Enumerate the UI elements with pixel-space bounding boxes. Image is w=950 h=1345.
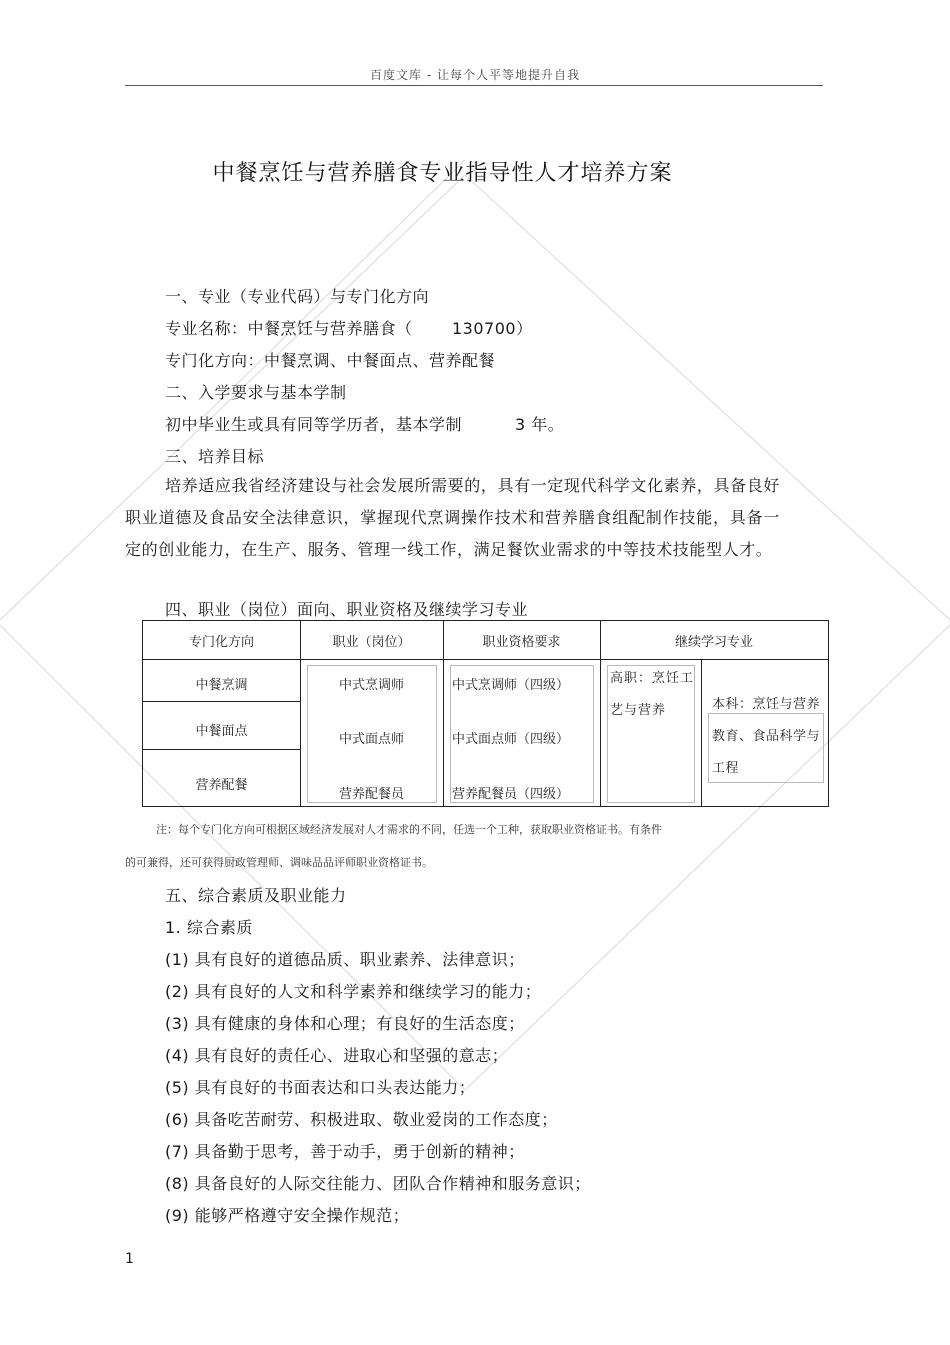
comprehensive-quality-heading: 1. 综合素质 — [165, 918, 253, 937]
list-item: (9) 能够严格遵守安全操作规范； — [165, 1206, 410, 1225]
career-table — [142, 620, 829, 807]
list-item: (1) 具有良好的道德品质、职业素养、法律意识； — [165, 950, 525, 969]
qualification-cell: 中式烹调师（四级） — [452, 678, 570, 693]
training-goal-paragraph: 培养适应我省经济建设与社会发展所需要的，具有一定现代科学文化素养，具备良好职业道德及食品安全法律意识，掌握现代烹调操作技术和营养膳食组配制作技能，具备一定的创业能力，在生产、服务、管理一线工作，满足餐饮业需求的中等技术技能型人才。 — [125, 476, 780, 559]
list-item: (4) 具有良好的责任心、进取心和坚强的意志； — [165, 1046, 509, 1065]
page-number: 1 — [125, 1251, 134, 1267]
section4-heading: 四、职业（岗位）面向、职业资格及继续学习专业 — [165, 600, 529, 619]
list-item: (6) 具备吃苦耐劳、积极进取、敬业爱岗的工作态度； — [165, 1110, 558, 1129]
header-rule — [125, 85, 823, 86]
header-qualification: 职业资格要求 — [482, 635, 561, 650]
section2-heading: 二、入学要求与基本学制 — [165, 383, 347, 402]
section3-heading: 三、培养目标 — [165, 447, 265, 466]
section5-heading: 五、综合素质及职业能力 — [165, 886, 347, 905]
duration-text: 3 年。 — [515, 415, 565, 434]
occupation-cell: 中式面点师 — [338, 732, 404, 747]
higher-vocational-text: 高职：烹饪工艺与营养 — [610, 671, 695, 718]
direction-cell: 中餐烹调 — [195, 678, 248, 693]
direction-cell: 营养配餐 — [195, 778, 248, 793]
list-item: (5) 具有良好的书面表达和口头表达能力； — [165, 1078, 476, 1097]
major-code: 130700） — [452, 319, 533, 338]
table-note-line1: 注：每个专门化方向可根据区域经济发展对人才需求的不同，任选一个工种，获取职业资格证书。有条件 — [156, 823, 662, 836]
list-item: (8) 具备良好的人际交往能力、团队合作精神和服务意识； — [165, 1174, 591, 1193]
list-item: (3) 具有健康的身体和心理；有良好的生活态度； — [165, 1014, 525, 1033]
undergraduate-text: 本科：烹饪与营养教育、食品科学与工程 — [712, 697, 821, 776]
list-item: (7) 具备勤于思考，善于动手，勇于创新的精神； — [165, 1142, 525, 1161]
page-header: 百度文库 - 让每个人平等地提升自我 — [370, 68, 580, 82]
table-note-line2: 的可兼得，还可获得厨政管理师、调味品品评师职业资格证书。 — [125, 856, 433, 869]
section1-heading: 一、专业（专业代码）与专门化方向 — [165, 287, 430, 306]
header-further-study: 继续学习专业 — [674, 635, 753, 650]
document-title: 中餐烹饪与营养膳食专业指导性人才培养方案 — [212, 161, 673, 186]
direction-cell: 中餐面点 — [195, 724, 248, 739]
occupation-cell: 中式烹调师 — [338, 678, 404, 693]
qualification-cell: 营养配餐员（四级） — [452, 787, 570, 802]
list-item: (2) 具有良好的人文和科学素养和继续学习的能力； — [165, 982, 542, 1001]
occupation-cell: 营养配餐员 — [338, 787, 404, 802]
qualification-cell: 中式面点师（四级） — [452, 732, 570, 747]
admission-text: 初中毕业生或具有同等学历者，基本学制 — [165, 415, 463, 434]
major-name-label: 专业名称：中餐烹饪与营养膳食（ — [165, 319, 413, 338]
specialization-directions: 专门化方向：中餐烹调、中餐面点、营养配餐 — [165, 351, 496, 370]
header-direction: 专门化方向 — [188, 635, 254, 650]
header-occupation: 职业（岗位） — [332, 635, 411, 650]
